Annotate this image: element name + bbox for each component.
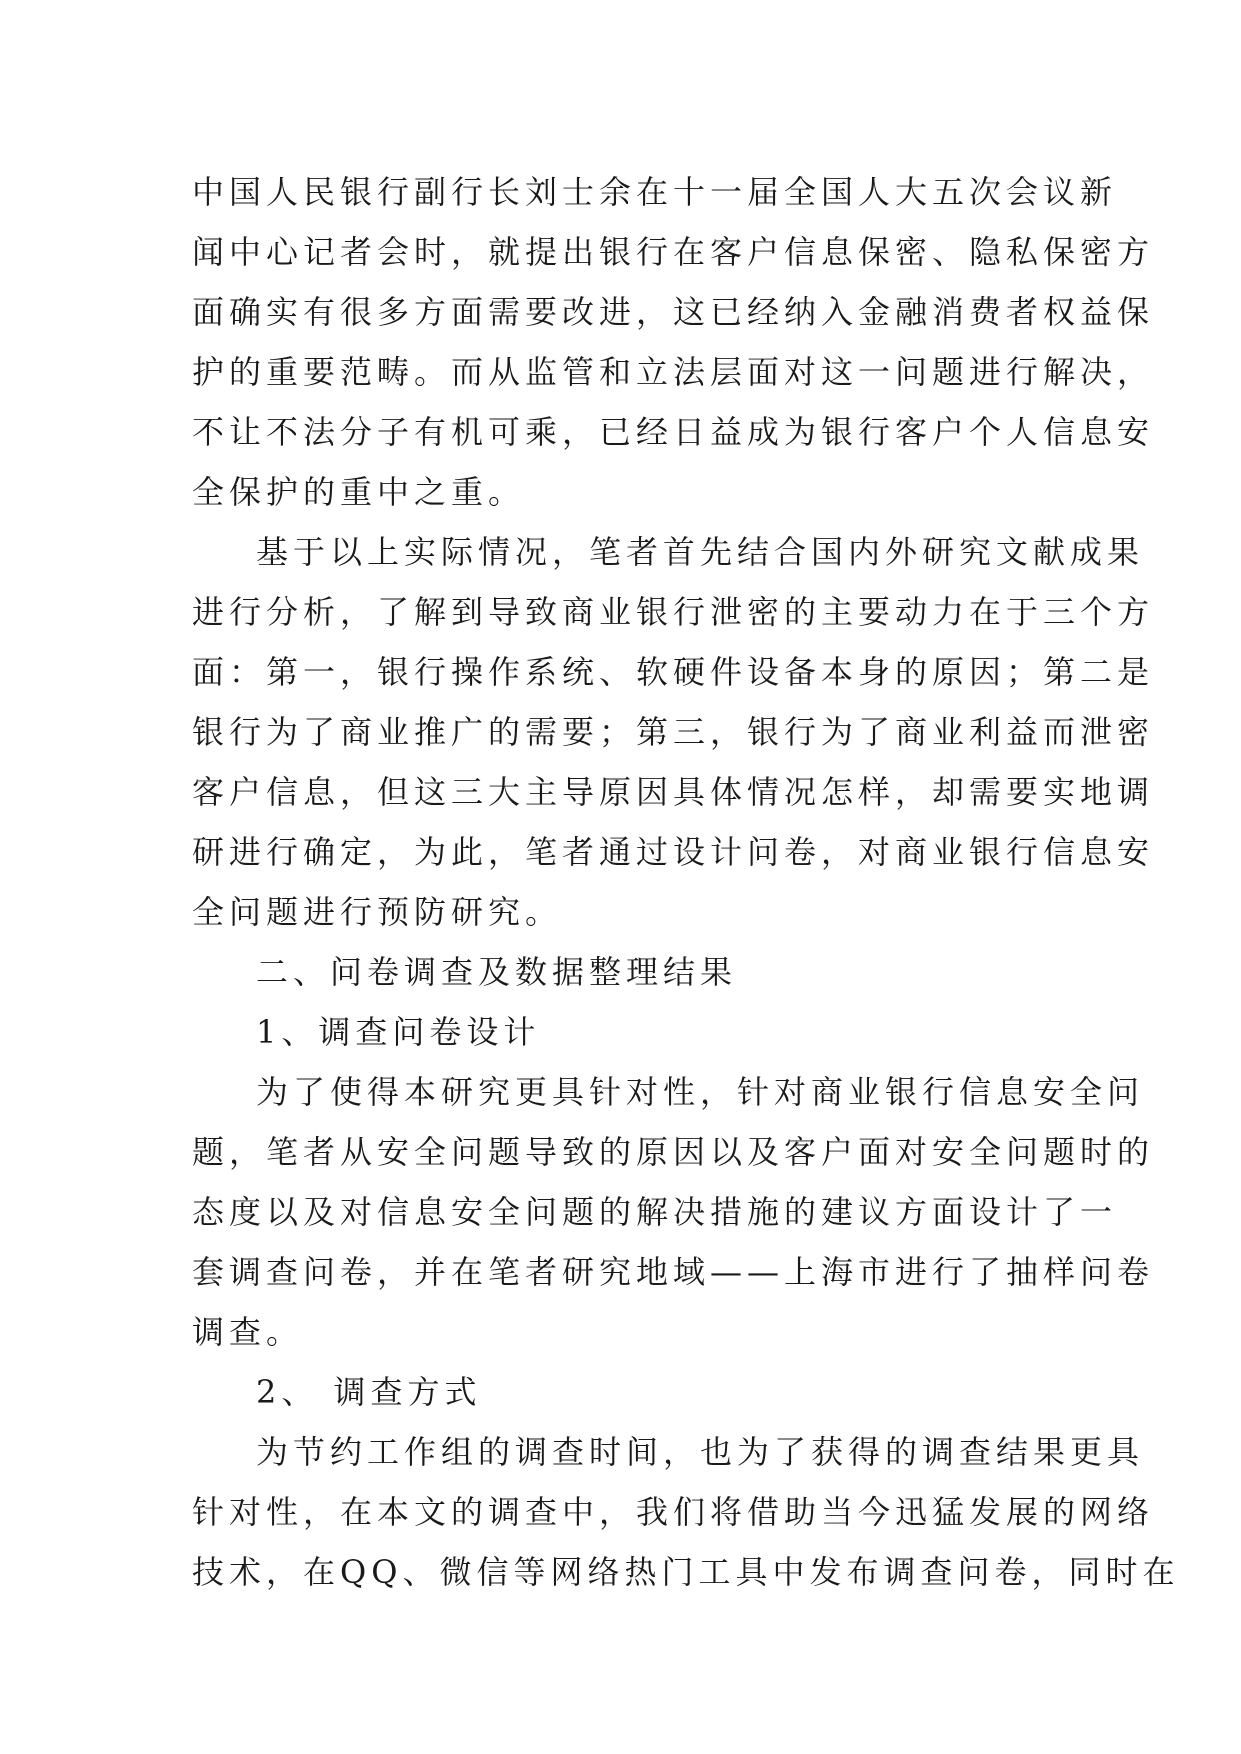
paragraph	[192, 522, 1155, 942]
text-line: 针对性，在本文的调查中，我们将借助当今迅猛发展的网络	[192, 1493, 1155, 1531]
text-line: 为了使得本研究更具针对性，针对商业银行信息安全问	[256, 1073, 1145, 1111]
text-line: 护的重要范畴。而从监管和立法层面对这一问题进行解决，	[192, 353, 1155, 391]
text-line: 为节约工作组的调查时间，也为了获得的调查结果更具	[256, 1433, 1145, 1471]
text-line: 1、调查问卷设计	[256, 1013, 541, 1051]
paragraph	[192, 162, 1155, 522]
text-line: 套调查问卷，并在笔者研究地域——上海市进行了抽样问卷	[192, 1253, 1155, 1291]
text-line: 2、 调查方式	[256, 1373, 482, 1411]
text-line: 客户信息，但这三大主导原因具体情况怎样，却需要实地调	[192, 773, 1155, 811]
text-line: 银行为了商业推广的需要；第三，银行为了商业利益而泄密	[192, 713, 1155, 751]
text-line: 技术，在QQ、微信等网络热门工具中发布调查问卷，同时在	[192, 1553, 1180, 1591]
paragraph	[192, 942, 1062, 1002]
text-line: 二、问卷调查及数据整理结果	[256, 953, 738, 991]
paragraph	[192, 1002, 1062, 1062]
text-line: 全问题进行预防研究。	[192, 893, 563, 931]
text-line: 题，笔者从安全问题导致的原因以及客户面对安全问题时的	[192, 1133, 1155, 1171]
paragraph	[192, 1362, 1062, 1422]
text-line: 不让不法分子有机可乘，已经日益成为银行客户个人信息安	[192, 413, 1155, 451]
document-body	[192, 162, 1180, 1602]
text-line: 调查。	[192, 1313, 304, 1351]
text-line: 研进行确定，为此，笔者通过设计问卷，对商业银行信息安	[192, 833, 1155, 871]
text-line: 态度以及对信息安全问题的解决措施的建议方面设计了一	[192, 1193, 1118, 1231]
text-line: 基于以上实际情况，笔者首先结合国内外研究文献成果	[256, 533, 1145, 571]
text-line: 中国人民银行副行长刘士余在十一届全国人大五次会议新	[192, 173, 1118, 211]
text-line: 进行分析，了解到导致商业银行泄密的主要动力在于三个方	[192, 593, 1155, 631]
text-line: 全保护的重中之重。	[192, 473, 526, 511]
text-line: 闻中心记者会时，就提出银行在客户信息保密、隐私保密方	[192, 233, 1155, 271]
paragraph	[192, 1422, 1180, 1602]
text-line: 面确实有很多方面需要改进，这已经纳入金融消费者权益保	[192, 293, 1155, 331]
paragraph	[192, 1062, 1155, 1362]
text-line: 面：第一，银行操作系统、软硬件设备本身的原因；第二是	[192, 653, 1155, 691]
